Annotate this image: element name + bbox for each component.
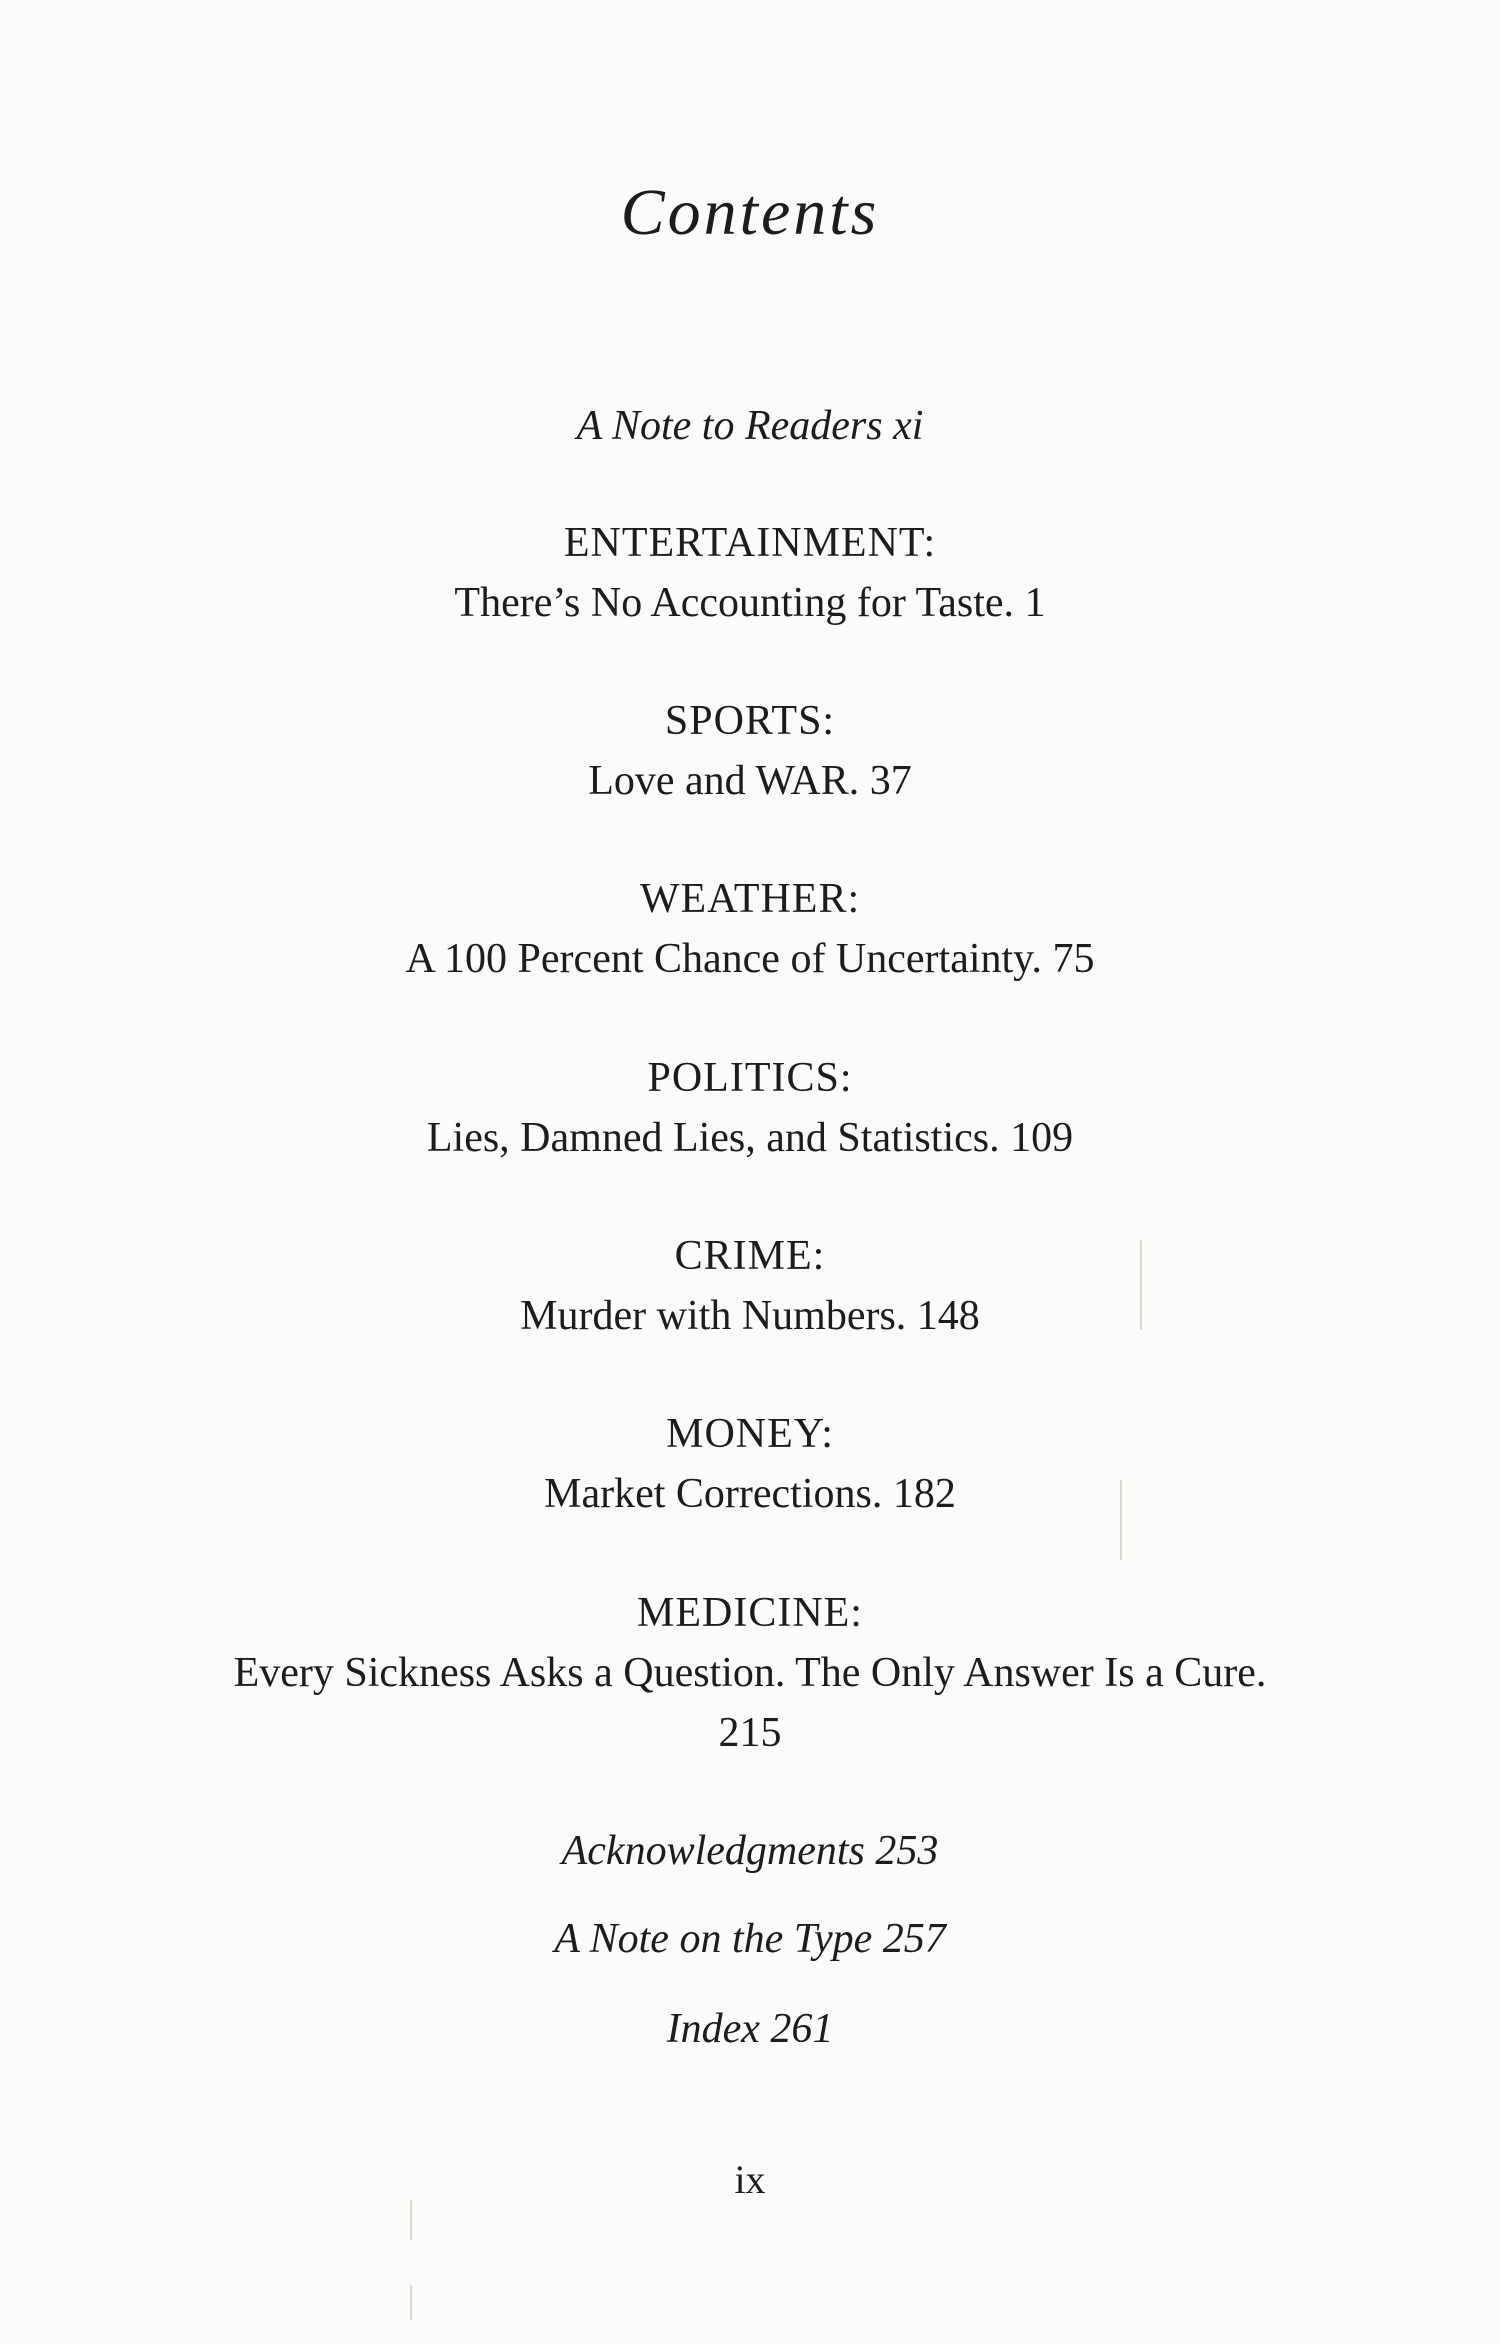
- toc-entry-note-to-readers: A Note to Readers xi: [576, 403, 924, 449]
- chapter-subtitle-sports: Love and WAR. 37: [588, 758, 912, 804]
- chapter-heading-sports: SPORTS:: [664, 698, 836, 744]
- toc-entry-index: Index 261: [666, 2006, 834, 2052]
- toc-entry-note-on-type: A Note on the Type 257: [554, 1916, 946, 1962]
- chapter-heading-money: MONEY:: [666, 1411, 834, 1457]
- chapter-heading-entertainment: ENTERTAINMENT:: [563, 520, 937, 566]
- chapter-heading-crime: CRIME:: [674, 1233, 826, 1279]
- chapter-page-medicine: 215: [718, 1710, 782, 1756]
- page-number: ix: [734, 2157, 766, 2202]
- scan-mark: [410, 2200, 412, 2240]
- chapter-heading-medicine: MEDICINE:: [637, 1590, 863, 1636]
- chapter-subtitle-politics: Lies, Damned Lies, and Statistics. 109: [426, 1115, 1074, 1161]
- chapter-subtitle-entertainment: There’s No Accounting for Taste. 1: [454, 580, 1046, 626]
- chapter-subtitle-crime: Murder with Numbers. 148: [520, 1293, 980, 1339]
- toc-entry-acknowledgments: Acknowledgments 253: [561, 1828, 939, 1874]
- page-title: Contents: [620, 176, 880, 249]
- chapter-heading-politics: POLITICS:: [647, 1055, 853, 1101]
- chapter-subtitle-money: Market Corrections. 182: [544, 1471, 956, 1517]
- chapter-subtitle-weather: A 100 Percent Chance of Uncertainty. 75: [405, 936, 1095, 982]
- chapter-heading-weather: WEATHER:: [639, 876, 861, 922]
- chapter-subtitle-medicine: Every Sickness Asks a Question. The Only Answer Is a Cure.: [233, 1650, 1267, 1696]
- scan-mark: [410, 2285, 412, 2320]
